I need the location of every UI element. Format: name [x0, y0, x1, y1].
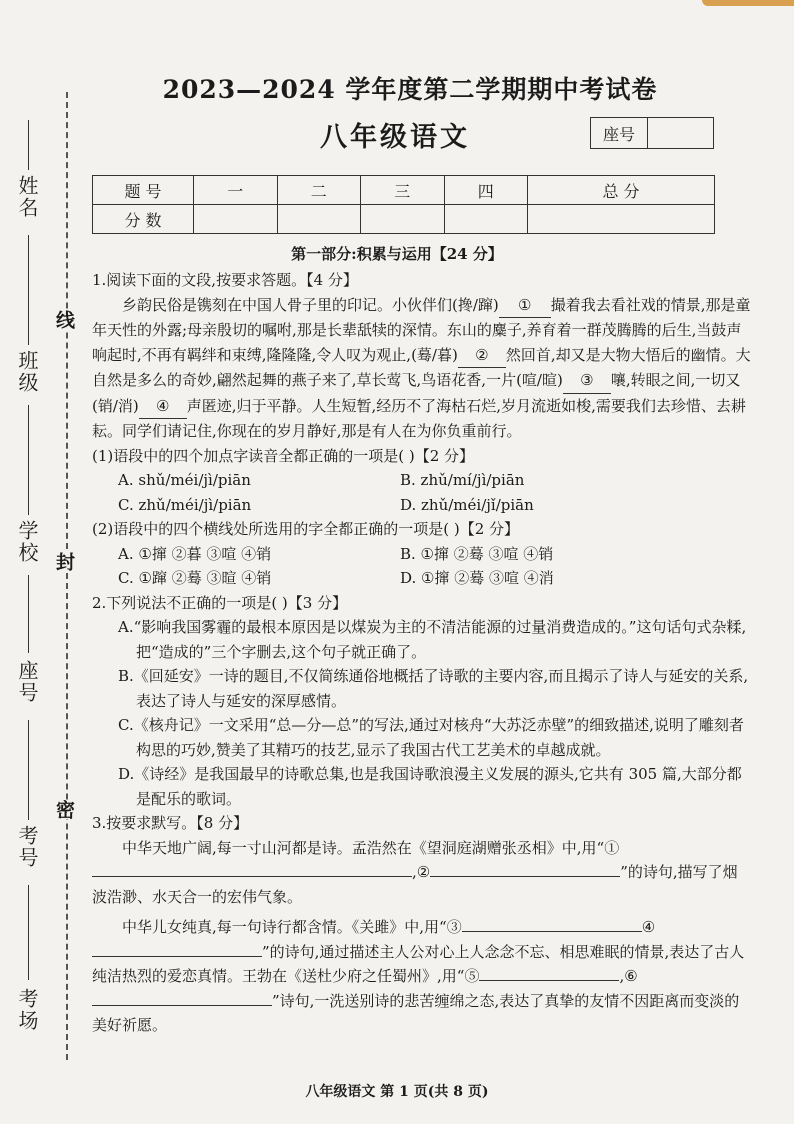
text: ,②	[412, 863, 431, 881]
score-table-header-row	[93, 176, 715, 205]
score-table	[92, 175, 715, 234]
exam-no-line	[28, 720, 29, 820]
school-label: 学校	[15, 520, 39, 564]
answer-blank-3[interactable]	[462, 931, 642, 932]
score-cell[interactable]	[528, 205, 715, 234]
binding-margin	[0, 0, 75, 1124]
option-a[interactable]: A. shǔ/méi/jì/piān	[118, 471, 251, 489]
score-header-cell: 四	[444, 176, 528, 205]
text: ,⑥	[619, 967, 638, 985]
score-header-cell: 总 分	[528, 176, 715, 205]
option-a[interactable]: A. ①撺 ②暮 ③喧 ④销	[118, 544, 272, 563]
room-line	[28, 885, 29, 980]
exam-title: 2023—2024 学年度第二学期期中考试卷	[162, 75, 658, 104]
text: ”的诗句,通过描述主人公对心上人念念不忘、相思难眠的情景,表达了古人纯洁热烈的爱恋真情。王勃在《送杜少府之任蜀州》,用“⑤	[92, 942, 745, 985]
answer-blank-1[interactable]	[92, 876, 242, 877]
question-2-stem: 2.下列说法不正确的一项是( )【3 分】	[92, 593, 348, 612]
score-header-cell: 一	[194, 176, 278, 205]
question-3-paragraph-1	[92, 836, 752, 910]
question-3-paragraph-2	[92, 915, 752, 1038]
score-cell[interactable]	[277, 205, 361, 234]
text: ④	[641, 918, 656, 936]
passage-text: 撮着我去看社戏的情景,那是童年天性的外露;母亲殷切的嘱咐,那是长辈舐犊的深情。东山的麋子,养育着一群茂腾腾的后生,当鼓声响起时,不再有羁绊和束缚,隆隆隆,令人叹为观止,(蓦/暮)	[92, 295, 751, 364]
option-b[interactable]: B. zhǔ/mí/jì/piān	[400, 471, 525, 489]
option-c[interactable]: C. ①蹿 ②蓦 ③暄 ④销	[118, 569, 272, 587]
answer-blank-5[interactable]	[479, 980, 619, 981]
score-cell[interactable]	[194, 205, 278, 234]
question-1-sub-1: (1)语段中的四个加点字读音全都正确的一项是( )【2 分】	[92, 446, 475, 465]
answer-blank[interactable]: ④	[139, 394, 187, 420]
score-header-cell: 三	[361, 176, 445, 205]
room-label: 考场	[15, 988, 39, 1032]
answer-blank[interactable]: ③	[563, 368, 611, 394]
text: ”的诗句,描写了烟波浩渺、水天合一的宏伟气象。	[92, 863, 738, 906]
option-c[interactable]: C.《核舟记》一文采用“总—分—总”的写法,通过对核舟“大苏泛赤壁”的细致描述,说明了雕刻者构思的巧妙,赞美了其精巧的技艺,显示了我国古代工艺美术的卓越成就。	[118, 716, 744, 759]
text: 中华儿女纯真,每一句诗行都含情。《关雎》中,用“③	[122, 918, 462, 936]
option-d[interactable]: D.《诗经》是我国最早的诗歌总集,也是我国诗歌浪漫主义发展的源头,它共有 305 篇,大部分都是配乐的歌词。	[118, 765, 742, 808]
part-one-heading: 第一部分:积累与运用【24 分】	[291, 245, 503, 263]
question-1-sub-1-options	[92, 468, 752, 517]
name-label: 姓名	[15, 175, 39, 219]
option-b[interactable]: B.《回延安》一诗的题目,不仅简练通俗地概括了诗歌的主要内容,而且揭示了诗人与延安的关系,表达了诗人与延安的深厚感情。	[118, 667, 749, 710]
option-c[interactable]: C. zhǔ/méi/jì/piān	[118, 495, 252, 514]
class-label: 班级	[15, 350, 39, 394]
seat-number-box	[590, 117, 714, 149]
option-d[interactable]: D. zhǔ/méi/jǐ/piān	[400, 495, 534, 514]
answer-blank-4[interactable]	[92, 956, 262, 957]
answer-blank-6[interactable]	[92, 1005, 272, 1006]
answer-blank-2[interactable]	[430, 876, 620, 877]
score-cell[interactable]	[361, 205, 445, 234]
question-3-stem: 3.按要求默写。【8 分】	[92, 814, 249, 832]
score-table-score-row	[93, 205, 715, 234]
question-1-stem: 1.阅读下面的文段,按要求答题。【4 分】	[92, 271, 358, 289]
name-line	[28, 120, 29, 170]
answer-blank-1-cont[interactable]	[242, 876, 412, 877]
question-1-sub-2-options	[92, 542, 752, 591]
passage-text: 然回首,却又是大物大悟后的幽情。大自然是多么的奇妙,翩然起舞的燕子来了,草长莺飞,鸟语花香,一片(喧/暄)	[92, 345, 751, 389]
seat-number-label: 座号	[591, 118, 648, 148]
school-line	[28, 405, 29, 515]
seat-line	[28, 575, 29, 653]
question-1-passage	[92, 293, 752, 444]
passage-text: 声匿迹,归于平静。人生短暂,经历不了海枯石烂,岁月流逝如梭,需要我们去珍惜、去耕耘。同学们请记住,你现在的岁月静好,那是有人在为你负重前行。	[92, 396, 746, 440]
option-d[interactable]: D. ①撺 ②蓦 ③喧 ④消	[400, 569, 554, 587]
option-a[interactable]: A.“影响我国雾霾的最根本原因是以煤炭为主的不清洁能源的过量消费造成的。”这句话句式杂糅,把“造成的”三个字删去,这个句子就正确了。	[118, 618, 747, 661]
text: ”诗句,一洗送别诗的悲苦缠绵之态,表达了真挚的友情不因距离而变淡的美好祈愿。	[92, 991, 740, 1034]
option-b[interactable]: B. ①撺 ②蓦 ③喧 ④销	[400, 544, 554, 563]
exam-subtitle: 八年级语文	[320, 122, 470, 153]
seal-char-seal: 封	[56, 552, 78, 571]
text: 中华天地广阔,每一寸山河都是诗。孟浩然在《望洞庭湖赠张丞相》中,用“①	[122, 838, 620, 857]
score-row-label: 分 数	[93, 205, 194, 234]
page-footer: 八年级语文 第 1 页(共 8 页)	[305, 1084, 489, 1100]
exam-no-label: 考号	[15, 825, 39, 869]
seal-char-line: 线	[56, 310, 78, 329]
seat-number-field[interactable]	[648, 118, 713, 148]
seal-char-secret: 密	[56, 800, 78, 819]
corner-mark	[702, 0, 794, 6]
seat-label: 座号	[15, 660, 39, 704]
answer-blank[interactable]: ②	[458, 343, 506, 369]
seal-dashed-line	[66, 92, 68, 1060]
passage-text: 乡韵民俗是镌刻在中国人骨子里的印记。小伙伴们(搀/蹿)	[122, 295, 499, 314]
exam-content	[92, 268, 752, 1038]
score-cell[interactable]	[444, 205, 528, 234]
question-1-sub-2: (2)语段中的四个横线处所选用的字全都正确的一项是( )【2 分】	[92, 520, 520, 538]
passage-text: 嚷,转眼之间,一切又(销/消)	[92, 371, 741, 415]
score-header-cell: 题 号	[93, 176, 194, 205]
score-header-cell: 二	[277, 176, 361, 205]
answer-blank[interactable]: ①	[499, 293, 551, 319]
